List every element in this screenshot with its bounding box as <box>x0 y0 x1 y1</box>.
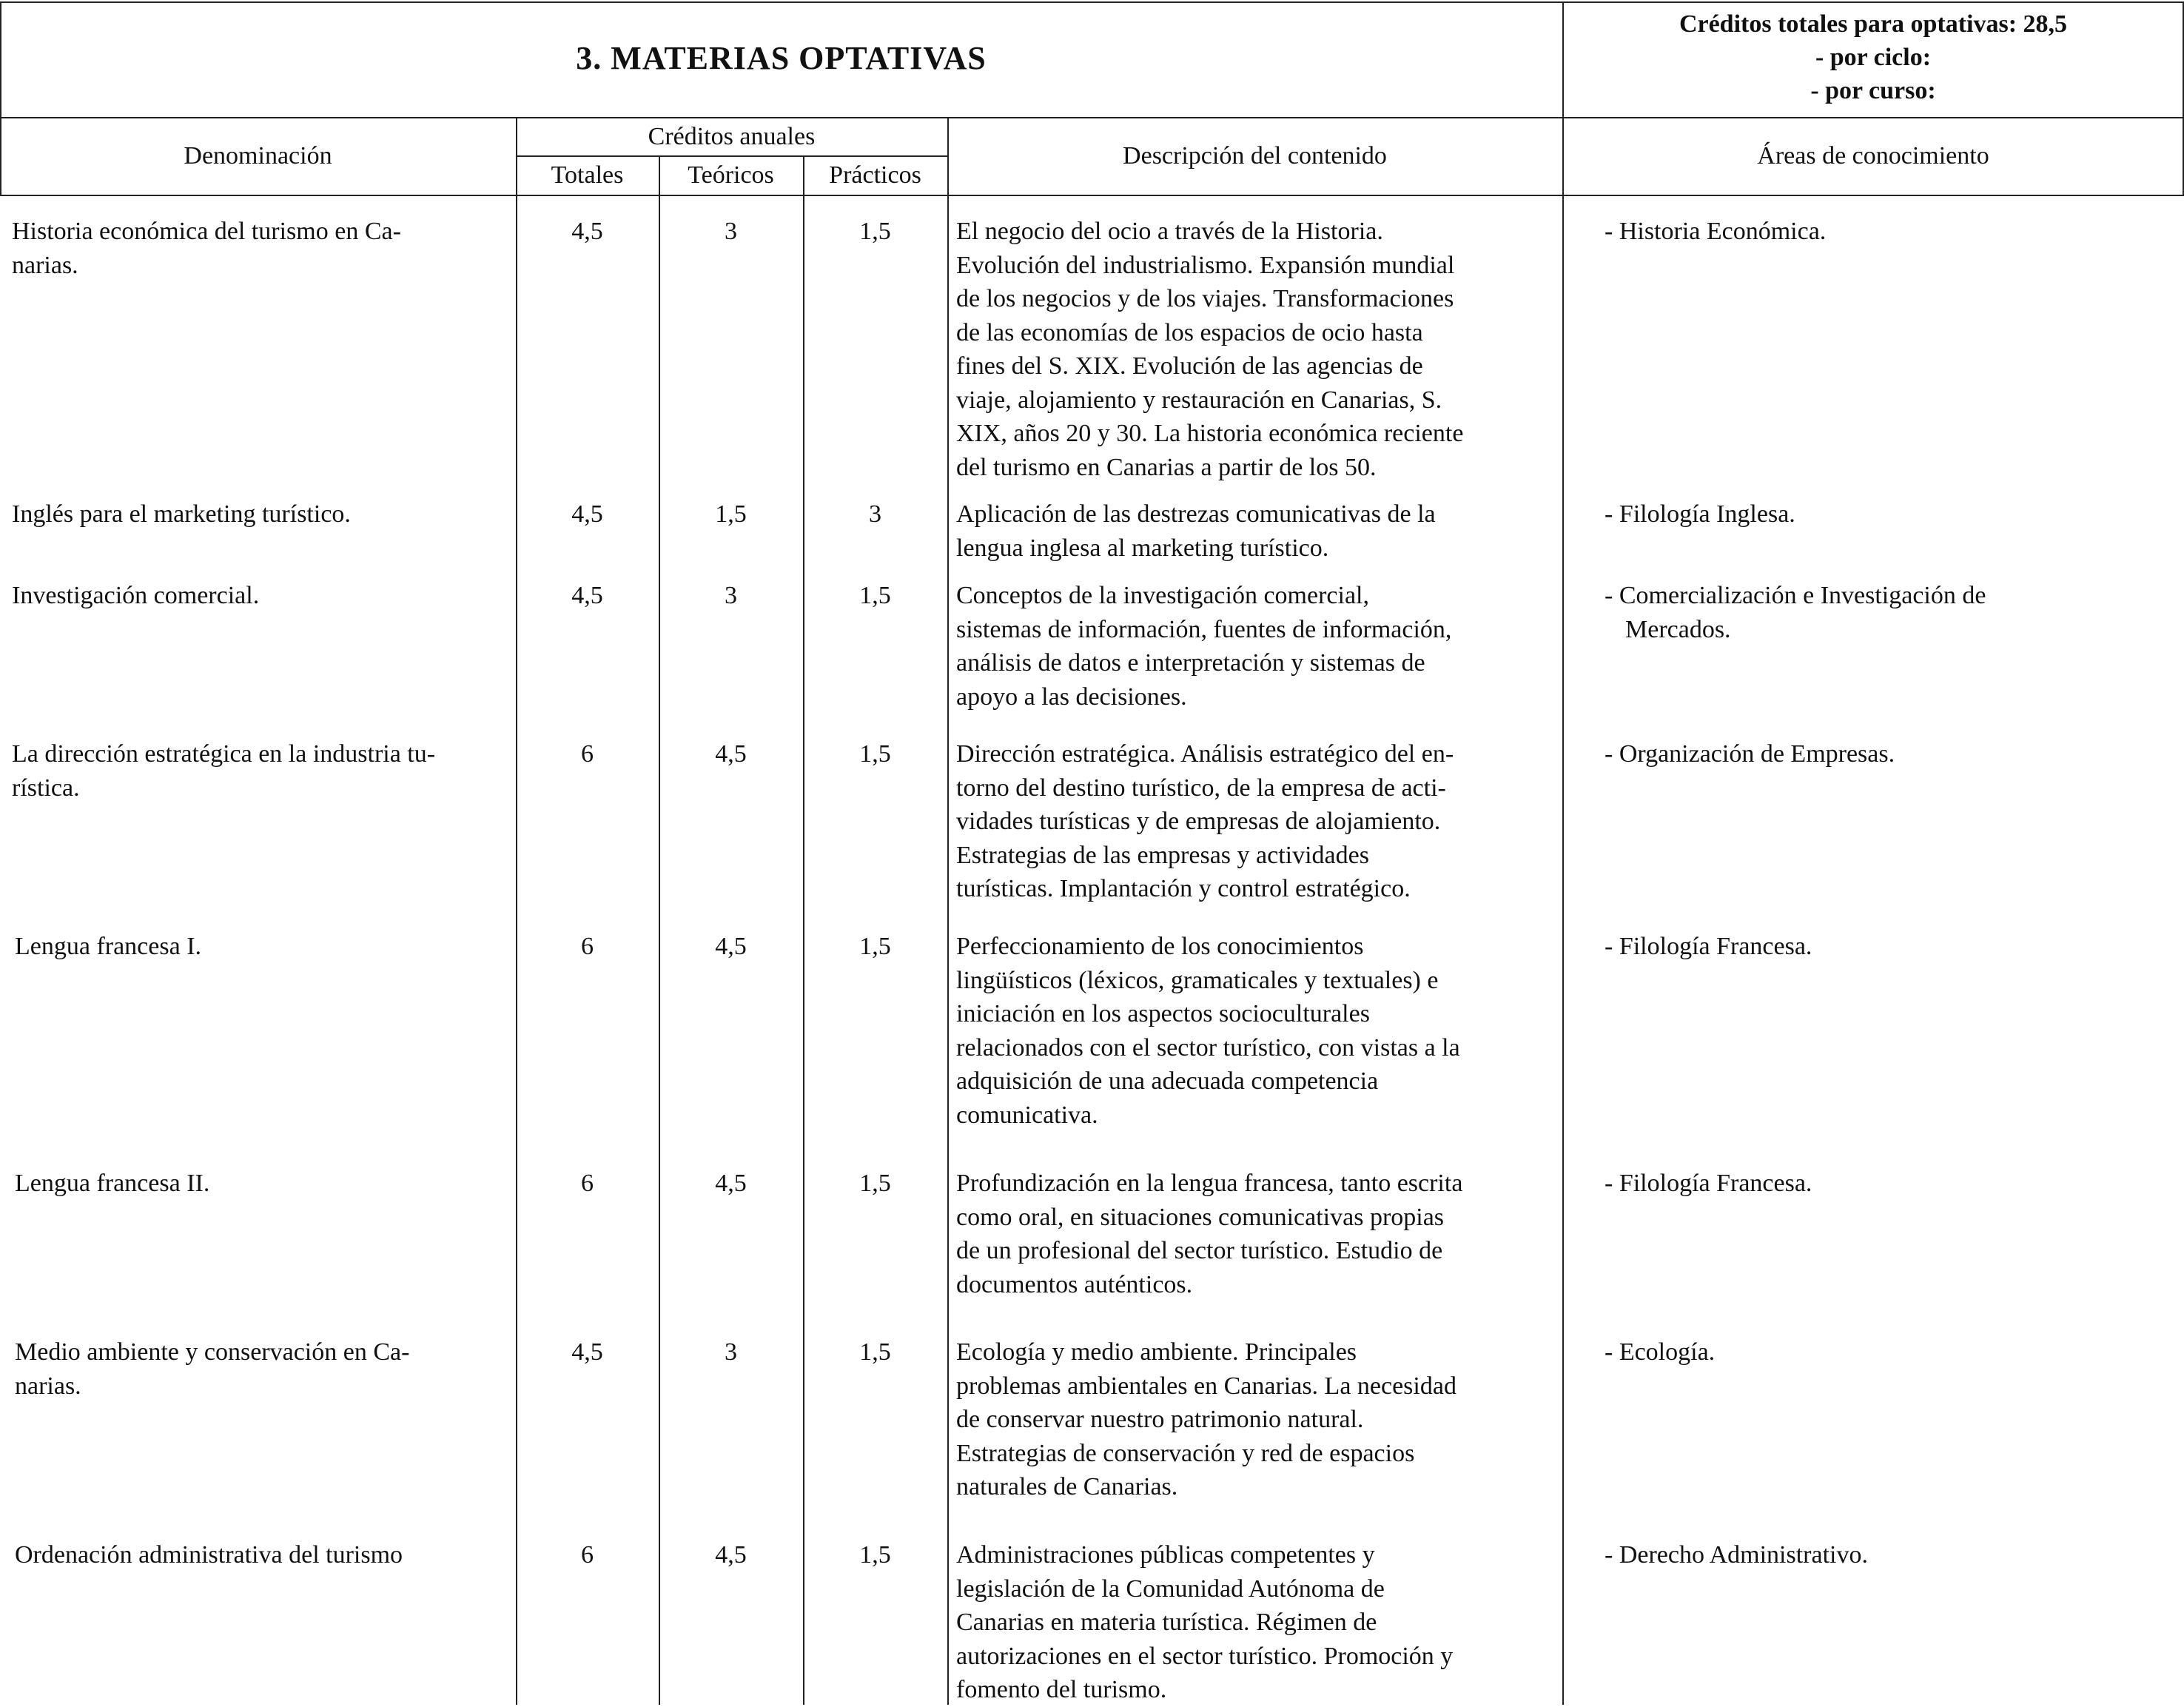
row-5-desc-line-3: iniciación en los aspectos socioculturales <box>956 1000 1370 1027</box>
row-7-desc-line-5: naturales de Canarias. <box>956 1473 1178 1500</box>
row-5-name-line-1: Lengua francesa I. <box>15 933 202 960</box>
row-3-desc-line-4: apoyo a las decisiones. <box>956 683 1187 711</box>
row-3-area <box>1605 579 2167 646</box>
row-3-name-line-1: Investigación comercial. <box>12 582 260 609</box>
row-2-practicos: 3 <box>869 500 881 528</box>
row-7-totales: 4,5 <box>571 1338 603 1366</box>
row-4-name-line-2: rística. <box>12 774 80 802</box>
row-6-desc-line-4: documentos auténticos. <box>956 1270 1193 1298</box>
row-1-desc-line-6: viaje, alojamiento y restauración en Canarias, S. <box>956 386 1442 414</box>
section-title: 3. MATERIAS OPTATIVAS <box>576 40 987 76</box>
row-4-desc-line-2: torno del destino turístico, de la empresa de acti- <box>956 774 1446 802</box>
row-7-desc-line-3: de conservar nuestro patrimonio natural. <box>956 1406 1364 1433</box>
row-6-area-line-1: - Filología Francesa. <box>1605 1170 1812 1197</box>
row-1-area <box>1605 215 2167 249</box>
row-6-area <box>1605 1167 2167 1201</box>
row-5-desc-line-1: Perfeccionamiento de los conocimientos <box>956 933 1364 960</box>
row-7-desc-line-2: problemas ambientales en Canarias. La necesidad <box>956 1372 1456 1400</box>
credits-per-cycle: - por ciclo: <box>1815 44 1932 71</box>
row-4-desc-line-5: turísticas. Implantación y control estratégico. <box>956 875 1411 902</box>
row-1-name-line-1: Historia económica del turismo en Ca- <box>12 218 401 245</box>
row-6-totales: 6 <box>581 1170 594 1197</box>
row-7-area <box>1605 1335 2167 1369</box>
row-4-desc-line-3: vidades turísticas y de empresas de alojamiento. <box>956 808 1441 835</box>
row-6-name-line-1: Lengua francesa II. <box>15 1170 210 1197</box>
row-6-practicos: 1,5 <box>859 1170 891 1197</box>
row-6-desc-line-2: como oral, en situaciones comunicativas propias <box>956 1203 1445 1231</box>
column-header-practicos: Prácticos <box>829 161 921 189</box>
row-1-desc-line-8: del turismo en Canarias a partir de los 50. <box>956 453 1377 481</box>
row-3-area-line-2: Mercados. <box>1625 615 1731 643</box>
row-8-area <box>1605 1538 2167 1572</box>
row-6-desc-line-3: de un profesional del sector turístico. Estudio de <box>956 1237 1443 1264</box>
row-8-teoricos: 4,5 <box>715 1541 747 1569</box>
row-8-practicos: 1,5 <box>859 1541 891 1569</box>
divider-title-credits <box>1562 1 1564 1705</box>
row-3-desc-line-2: sistemas de información, fuentes de información, <box>956 615 1452 643</box>
row-1-desc-line-3: de los negocios y de los viajes. Transformaciones <box>956 285 1454 312</box>
row-1-description <box>956 215 1548 484</box>
row-1-desc-line-7: XIX, años 20 y 30. La historia económica reciente <box>956 420 1464 447</box>
row-3-name <box>12 579 508 613</box>
row-3-desc-line-1: Conceptos de la investigación comercial, <box>956 582 1369 609</box>
row-2-name <box>12 497 508 531</box>
column-header-teoricos: Teóricos <box>688 161 774 189</box>
row-8-desc-line-1: Administraciones públicas competentes y <box>956 1541 1375 1569</box>
row-7-desc-line-4: Estrategias de conservación y red de espacios <box>956 1439 1415 1467</box>
row-1-practicos: 1,5 <box>859 218 891 245</box>
row-1-teoricos: 3 <box>725 218 737 245</box>
row-5-description <box>956 930 1548 1132</box>
row-7-name <box>15 1335 511 1403</box>
row-5-area-line-1: - Filología Francesa. <box>1605 933 1812 960</box>
row-3-practicos: 1,5 <box>859 582 891 609</box>
row-1-area-line-1: - Historia Económica. <box>1605 218 1827 245</box>
row-7-teoricos: 3 <box>725 1338 737 1366</box>
row-3-description <box>956 579 1548 714</box>
row-8-area-line-1: - Derecho Administrativo. <box>1605 1541 1868 1569</box>
row-5-desc-line-2: lingüísticos (léxicos, gramaticales y textuales) e <box>956 966 1439 994</box>
row-4-area-line-1: - Organización de Empresas. <box>1605 740 1895 768</box>
row-5-area <box>1605 930 2167 964</box>
row-2-description <box>956 497 1548 565</box>
row-8-totales: 6 <box>581 1541 594 1569</box>
column-header-denominacion: Denominación <box>184 142 332 170</box>
row-4-area <box>1605 737 2167 771</box>
row-8-description <box>956 1538 1548 1707</box>
row-5-desc-line-4: relacionados con el sector turístico, con vistas a la <box>956 1033 1460 1062</box>
row-8-desc-line-3: Canarias en materia turística. Régimen de <box>956 1609 1377 1636</box>
row-2-area-line-1: - Filología Inglesa. <box>1605 500 1795 528</box>
row-5-desc-line-5: adquisición de una adecuada competencia <box>956 1067 1379 1095</box>
column-header-areas: Áreas de conocimiento <box>1757 142 1989 170</box>
row-2-totales: 4,5 <box>571 500 603 528</box>
row-4-practicos: 1,5 <box>859 740 891 768</box>
row-6-name <box>15 1167 511 1201</box>
row-1-desc-line-4: de las economías de los espacios de ocio hasta <box>956 318 1423 346</box>
row-5-teoricos: 4,5 <box>715 933 747 960</box>
row-2-name-line-1: Inglés para el marketing turístico. <box>12 500 351 528</box>
row-4-teoricos: 4,5 <box>715 740 747 768</box>
row-3-area-line-1: - Comercialización e Investigación de <box>1605 582 1986 609</box>
row-8-desc-line-4: autorizaciones en el sector turístico. Promoción y <box>956 1642 1454 1670</box>
row-1-name <box>12 215 508 282</box>
row-4-name-line-1: La dirección estratégica en la industria tu- <box>12 740 436 768</box>
row-1-desc-line-1: El negocio del ocio a través de la Historia. <box>956 218 1383 245</box>
row-1-totales: 4,5 <box>571 218 603 245</box>
row-7-name-line-2: narias. <box>15 1372 81 1400</box>
credits-per-course: - por curso: <box>1810 77 1936 104</box>
row-1-desc-line-5: fines del S. XIX. Evolución de las agencias de <box>956 352 1423 380</box>
row-3-teoricos: 3 <box>725 582 737 609</box>
row-4-desc-line-4: Estrategias de las empresas y actividades <box>956 841 1369 869</box>
column-header-totales: Totales <box>551 161 624 189</box>
row-4-totales: 6 <box>581 740 594 768</box>
credits-total: Créditos totales para optativas: 28,5 <box>1679 10 2068 38</box>
row-4-description <box>956 737 1548 906</box>
row-3-desc-line-3: análisis de datos e interpretación y sistemas de <box>956 649 1425 677</box>
column-header-creditos-anuales: Créditos anuales <box>648 123 816 150</box>
row-1-name-line-2: narias. <box>12 251 78 279</box>
row-7-practicos: 1,5 <box>859 1338 891 1366</box>
header-bottom-border <box>0 117 2184 118</box>
row-5-practicos: 1,5 <box>859 933 891 960</box>
row-6-description <box>956 1167 1548 1301</box>
row-4-desc-line-1: Dirección estratégica. Análisis estratégico del en- <box>956 740 1454 768</box>
row-2-desc-line-1: Aplicación de las destrezas comunicativas de la <box>956 500 1436 528</box>
row-7-description <box>956 1335 1548 1504</box>
row-8-name-line-1: Ordenación administrativa del turismo <box>15 1541 403 1569</box>
row-2-teoricos: 1,5 <box>715 500 747 528</box>
row-5-totales: 6 <box>581 933 594 960</box>
row-5-name <box>15 930 511 964</box>
row-8-desc-line-2: legislación de la Comunidad Autónoma de <box>956 1574 1385 1603</box>
row-6-teoricos: 4,5 <box>715 1170 747 1197</box>
divider-name-totales <box>516 117 517 1705</box>
row-6-desc-line-1: Profundización en la lengua francesa, tanto escrita <box>956 1170 1463 1197</box>
row-7-name-line-1: Medio ambiente y conservación en Ca- <box>15 1338 410 1366</box>
row-2-area <box>1605 497 2167 531</box>
row-7-area-line-1: - Ecología. <box>1605 1338 1716 1366</box>
column-header-bottom-border <box>0 195 2184 196</box>
row-8-name <box>15 1538 511 1572</box>
row-4-name <box>12 737 508 805</box>
table-top-border <box>0 1 2184 3</box>
credits-box <box>1562 7 2184 107</box>
row-2-desc-line-2: lengua inglesa al marketing turístico. <box>956 534 1329 562</box>
row-3-totales: 4,5 <box>571 582 603 609</box>
credits-subheader-border <box>516 155 947 157</box>
row-8-desc-line-5: fomento del turismo. <box>956 1676 1167 1703</box>
column-header-descripcion: Descripción del contenido <box>1123 142 1387 170</box>
row-7-desc-line-1: Ecología y medio ambiente. Principales <box>956 1338 1357 1366</box>
row-5-desc-line-6: comunicativa. <box>956 1101 1098 1129</box>
row-1-desc-line-2: Evolución del industrialismo. Expansión mundial <box>956 251 1455 279</box>
divider-practicos-descripcion <box>947 117 949 1705</box>
